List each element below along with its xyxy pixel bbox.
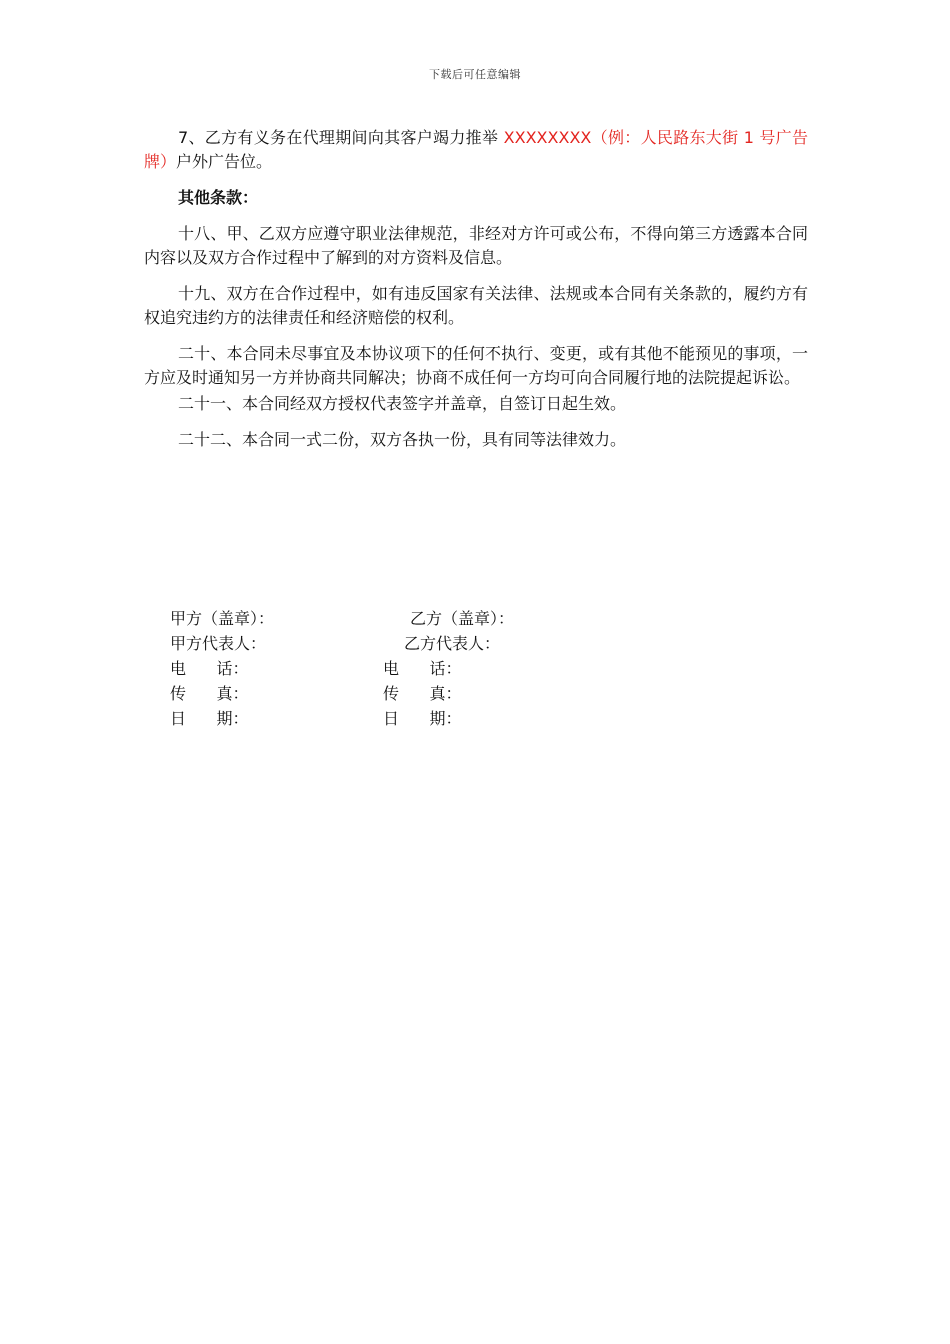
clause-21: 二十一、本合同经双方授权代表签字并盖章，自签订日起生效。 [178, 394, 627, 413]
party-a-date-label: 日 期： [170, 709, 249, 728]
signature-row-phone [170, 656, 670, 681]
signature-row-date [170, 706, 670, 731]
party-b-fax-label: 传 真： [383, 684, 462, 703]
signature-row-representative [170, 631, 670, 656]
party-a-representative-label: 甲方代表人： [170, 634, 267, 653]
item7-highlight: XXXXXXXX（例：人民路东大街 1 号广告牌） [144, 128, 808, 171]
clause-20: 二十、本合同未尽事宜及本协议项下的任何不执行、变更，或有其他不能预见的事项，一方应及时通知另一方并协商共同解决；协商不成任何一方均可向合同履行地的法院提起诉讼。 [144, 344, 808, 387]
party-b-date-label: 日 期： [383, 709, 462, 728]
party-b-seal-label: 乙方（盖章）： [410, 609, 515, 628]
signature-row-fax [170, 681, 670, 706]
clause-18: 十八、甲、乙双方应遵守职业法律规范，非经对方许可或公布，不得向第三方透露本合同内容以及双方合作过程中了解到的对方资料及信息。 [144, 224, 808, 267]
item7-suffix: 户外广告位。 [176, 152, 273, 171]
page-header-note: 下载后可任意编辑 [429, 68, 521, 81]
section-heading: 其他条款： [178, 188, 259, 207]
party-b-representative-label: 乙方代表人： [404, 634, 501, 653]
item7-prefix: 7、乙方有义务在代理期间向其客户竭力推举 [178, 128, 504, 147]
party-a-fax-label: 传 真： [170, 684, 249, 703]
party-a-seal-label: 甲方（盖章）： [170, 609, 275, 628]
contract-body [144, 126, 808, 452]
party-a-phone-label: 电 话： [170, 659, 249, 678]
clause-item-7 [144, 126, 808, 174]
party-b-phone-label: 电 话： [383, 659, 462, 678]
signature-block [170, 606, 670, 731]
signature-row-seal [170, 606, 670, 631]
clause-19: 十九、双方在合作过程中，如有违反国家有关法律、法规或本合同有关条款的，履约方有权追究违约方的法律责任和经济赔偿的权利。 [144, 284, 808, 327]
clause-22: 二十二、本合同一式二份，双方各执一份，具有同等法律效力。 [178, 430, 627, 449]
